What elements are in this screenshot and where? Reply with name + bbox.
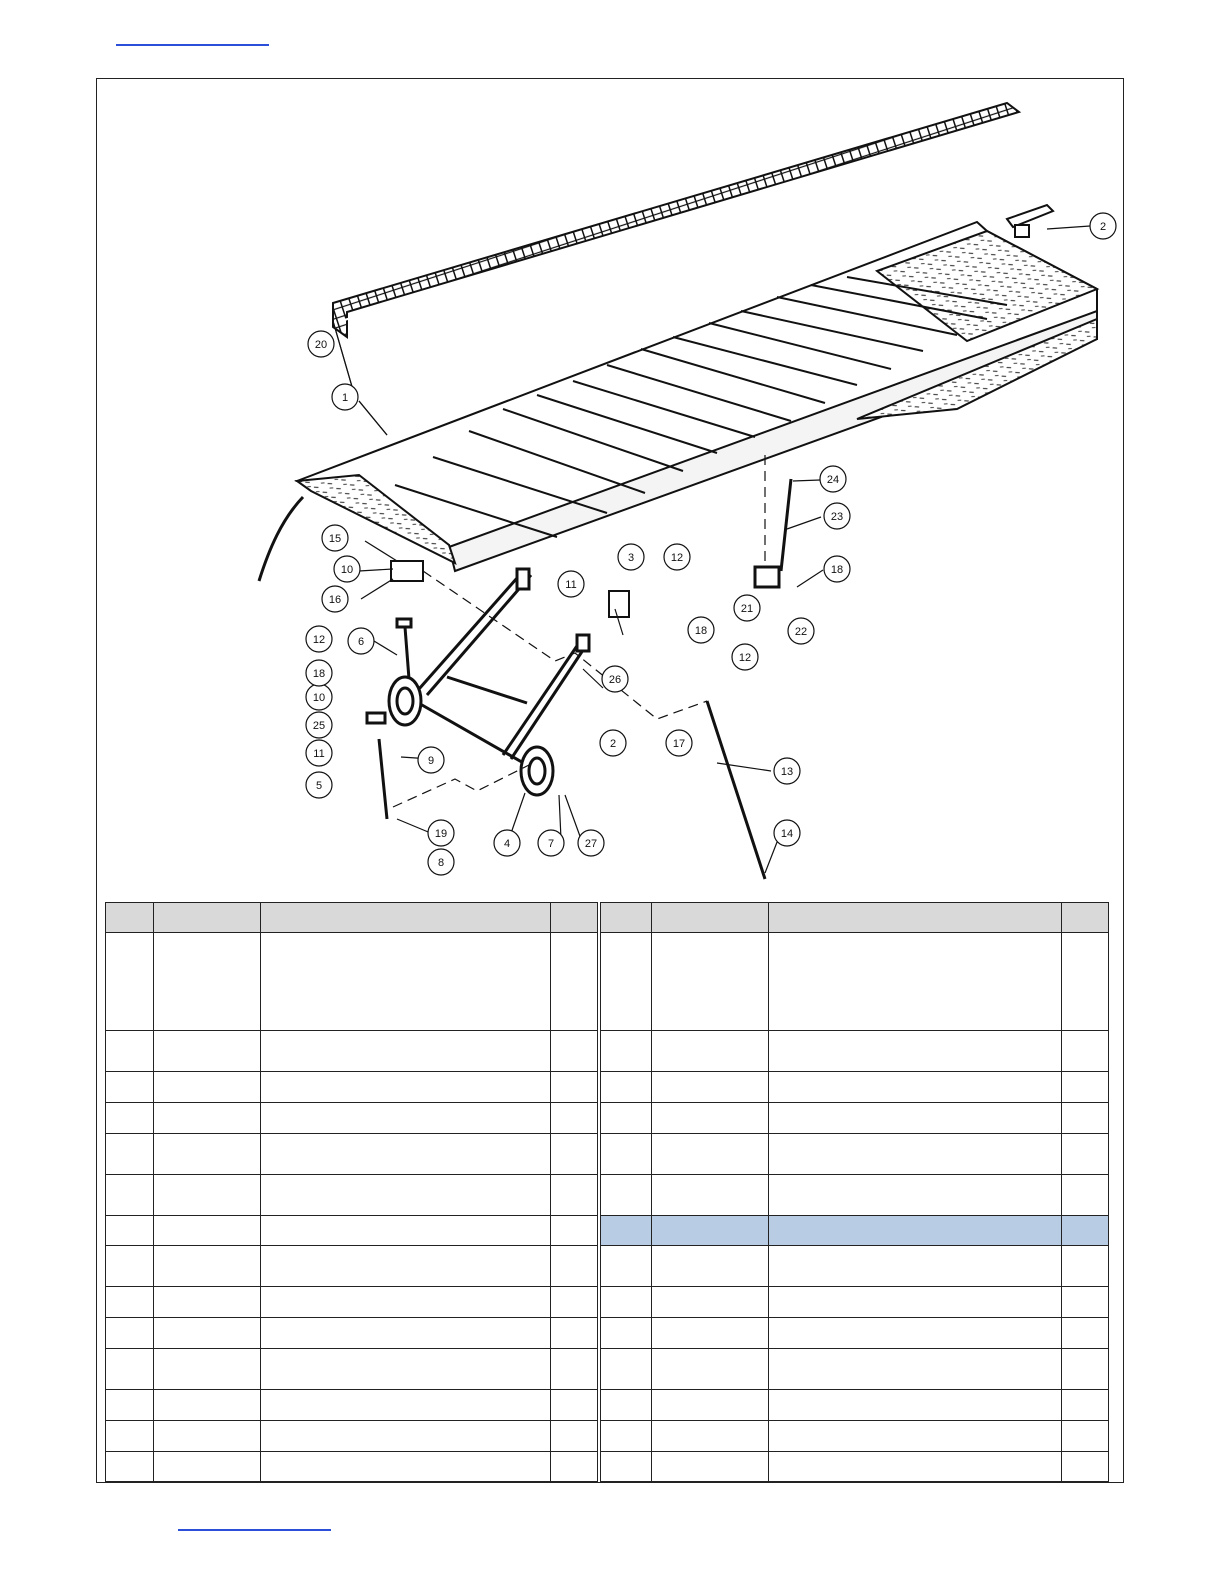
- svg-text:2: 2: [609, 738, 617, 750]
- table-cell: [551, 1390, 598, 1421]
- callout-23: [824, 503, 850, 529]
- svg-text:15: 15: [328, 533, 342, 545]
- svg-text:3: 3: [627, 552, 635, 564]
- table-cell: [551, 1452, 598, 1482]
- table-cell: [260, 1134, 550, 1175]
- svg-text:17: 17: [672, 738, 686, 750]
- table-cell: [153, 1246, 260, 1287]
- right-table-row: [601, 1318, 1109, 1349]
- callout-6: [348, 628, 374, 654]
- table-cell: [260, 1175, 550, 1216]
- table-cell: [768, 1390, 1061, 1421]
- table-cell: [768, 1452, 1061, 1482]
- table-cell: [652, 1175, 769, 1216]
- table-cell: [153, 1349, 260, 1390]
- right-table-row: [601, 1421, 1109, 1452]
- callout-2-hitch: [1090, 213, 1116, 239]
- callout-2: [600, 730, 626, 756]
- svg-text:18: 18: [312, 668, 326, 680]
- table-cell: [153, 1031, 260, 1072]
- table-cell: [106, 933, 154, 1031]
- table-cell: [768, 1216, 1061, 1246]
- callout-19: [428, 820, 454, 846]
- table-cell: [551, 1421, 598, 1452]
- svg-text:6: 6: [357, 636, 365, 648]
- right-table-row: [601, 1452, 1109, 1482]
- table-cell: [652, 1421, 769, 1452]
- right-table-row: [601, 1216, 1109, 1246]
- table-cell: [551, 1246, 598, 1287]
- svg-text:7: 7: [547, 838, 555, 850]
- table-cell: [1061, 1390, 1108, 1421]
- table-cell: [106, 1031, 154, 1072]
- svg-text:2: 2: [1099, 221, 1107, 233]
- callout-10-b: [306, 684, 332, 710]
- callout-22: [788, 618, 814, 644]
- table-cell: [260, 1452, 550, 1482]
- table-cell: [551, 1349, 598, 1390]
- callout-12-c: [732, 644, 758, 670]
- svg-text:25: 25: [312, 720, 326, 732]
- table-cell: [106, 1287, 154, 1318]
- table-cell: [551, 1287, 598, 1318]
- table-cell: [768, 1031, 1061, 1072]
- svg-text:19: 19: [434, 828, 448, 840]
- svg-text:20: 20: [314, 339, 328, 351]
- table-cell: [551, 1216, 598, 1246]
- callout-9: [418, 747, 444, 773]
- table-cell: [153, 903, 260, 933]
- table-cell: [106, 1349, 154, 1390]
- left-table-row: [106, 1175, 598, 1216]
- svg-text:10: 10: [312, 692, 326, 704]
- left-table-row: [106, 1072, 598, 1103]
- table-cell: [652, 1134, 769, 1175]
- callout-11-b: [306, 740, 332, 766]
- svg-text:23: 23: [830, 511, 844, 523]
- table-cell: [601, 1452, 652, 1482]
- table-cell: [1061, 903, 1108, 933]
- right-table-row: [601, 1390, 1109, 1421]
- callout-24: [820, 466, 846, 492]
- svg-text:24: 24: [826, 474, 840, 486]
- table-cell: [106, 1318, 154, 1349]
- table-cell: [260, 1031, 550, 1072]
- callout-13: [774, 758, 800, 784]
- callout-14: [774, 820, 800, 846]
- table-cell: [153, 1175, 260, 1216]
- table-cell: [768, 1349, 1061, 1390]
- callout-1: [332, 384, 358, 410]
- table-cell: [601, 933, 652, 1031]
- table-cell: [551, 1031, 598, 1072]
- table-cell: [1061, 1216, 1108, 1246]
- table-cell: [1061, 1103, 1108, 1134]
- svg-text:11: 11: [313, 748, 325, 760]
- table-cell: [652, 1072, 769, 1103]
- table-cell: [601, 1072, 652, 1103]
- left-table-row: [106, 1216, 598, 1246]
- wheel-left: [389, 677, 421, 725]
- table-cell: [260, 933, 550, 1031]
- callout-11: [558, 571, 584, 597]
- left-table-row: [106, 1134, 598, 1175]
- right-table-row: [601, 1103, 1109, 1134]
- table-cell: [260, 1390, 550, 1421]
- table-cell: [652, 1318, 769, 1349]
- table-cell: [260, 1287, 550, 1318]
- table-cell: [601, 1390, 652, 1421]
- table-cell: [106, 1390, 154, 1421]
- left-table-header-row: [106, 903, 598, 933]
- svg-text:12: 12: [312, 634, 326, 646]
- left-table-row: [106, 1287, 598, 1318]
- callout-25: [306, 712, 332, 738]
- parts-table-right: [600, 902, 1109, 1482]
- right-table-header-row: [601, 903, 1109, 933]
- table-cell: [106, 1134, 154, 1175]
- table-cell: [153, 1421, 260, 1452]
- table-cell: [652, 1390, 769, 1421]
- table-cell: [601, 1349, 652, 1390]
- table-cell: [1061, 1349, 1108, 1390]
- table-cell: [768, 1318, 1061, 1349]
- table-cell: [1061, 933, 1108, 1031]
- callout-16: [322, 586, 348, 612]
- hinge-bracket: [391, 561, 629, 617]
- left-table-row: [106, 1031, 598, 1072]
- table-cell: [153, 1452, 260, 1482]
- parts-table-left: [105, 902, 598, 1482]
- table-cell: [652, 903, 769, 933]
- callout-7: [538, 830, 564, 856]
- table-cell: [652, 1103, 769, 1134]
- table-cell: [153, 1390, 260, 1421]
- table-cell: [153, 1072, 260, 1103]
- table-cell: [551, 1175, 598, 1216]
- table-cell: [652, 1349, 769, 1390]
- tow-bar: [707, 701, 765, 879]
- table-cell: [768, 1072, 1061, 1103]
- table-cell: [601, 1103, 652, 1134]
- svg-text:1: 1: [341, 392, 349, 404]
- left-table-row: [106, 1103, 598, 1134]
- callout-8: [428, 849, 454, 875]
- table-cell: [768, 1246, 1061, 1287]
- table-cell: [260, 1318, 550, 1349]
- svg-text:14: 14: [780, 828, 794, 840]
- header-link-rule[interactable]: [116, 44, 269, 46]
- svg-text:9: 9: [427, 755, 435, 767]
- jack-assembly: [755, 479, 791, 587]
- svg-text:16: 16: [328, 594, 342, 606]
- table-cell: [260, 1216, 550, 1246]
- table-cell: [601, 1216, 652, 1246]
- table-cell: [1061, 1072, 1108, 1103]
- callout-5: [306, 772, 332, 798]
- right-table-row: [601, 1134, 1109, 1175]
- svg-text:18: 18: [830, 564, 844, 576]
- callout-18: [688, 617, 714, 643]
- callout-4: [494, 830, 520, 856]
- table-cell: [551, 933, 598, 1031]
- table-cell: [153, 1216, 260, 1246]
- right-table-row: [601, 1287, 1109, 1318]
- exploded-assembly-drawing: [97, 79, 1123, 899]
- right-table-row: [601, 1349, 1109, 1390]
- table-cell: [652, 1246, 769, 1287]
- table-cell: [260, 1103, 550, 1134]
- left-table-row: [106, 1421, 598, 1452]
- footer-link-rule[interactable]: [178, 1529, 331, 1531]
- table-cell: [106, 1216, 154, 1246]
- table-cell: [260, 1349, 550, 1390]
- table-cell: [768, 1134, 1061, 1175]
- svg-text:12: 12: [738, 652, 752, 664]
- table-cell: [551, 1134, 598, 1175]
- table-cell: [652, 1287, 769, 1318]
- table-cell: [652, 933, 769, 1031]
- table-cell: [260, 1421, 550, 1452]
- table-cell: [601, 1175, 652, 1216]
- table-cell: [153, 1103, 260, 1134]
- table-cell: [1061, 1421, 1108, 1452]
- table-cell: [652, 1031, 769, 1072]
- table-cell: [768, 933, 1061, 1031]
- left-table-row: [106, 1349, 598, 1390]
- ramp-body: [297, 222, 1097, 571]
- table-cell: [260, 903, 550, 933]
- svg-text:22: 22: [794, 626, 808, 638]
- table-cell: [153, 933, 260, 1031]
- right-table-row: [601, 1246, 1109, 1287]
- right-table-row: [601, 1175, 1109, 1216]
- table-cell: [1061, 1246, 1108, 1287]
- table-cell: [260, 1246, 550, 1287]
- table-cell: [1061, 1452, 1108, 1482]
- table-cell: [260, 1072, 550, 1103]
- table-cell: [106, 903, 154, 933]
- table-cell: [551, 903, 598, 933]
- table-cell: [1061, 1134, 1108, 1175]
- table-cell: [601, 1246, 652, 1287]
- table-cell: [1061, 1175, 1108, 1216]
- table-cell: [106, 1103, 154, 1134]
- svg-text:18: 18: [694, 625, 708, 637]
- table-cell: [1061, 1287, 1108, 1318]
- callout-10: [334, 556, 360, 582]
- table-cell: [601, 903, 652, 933]
- callout-17: [666, 730, 692, 756]
- right-table-row: [601, 1072, 1109, 1103]
- svg-text:26: 26: [608, 674, 622, 686]
- table-cell: [768, 1175, 1061, 1216]
- table-cell: [768, 903, 1061, 933]
- left-table-row: [106, 1390, 598, 1421]
- table-cell: [1061, 1031, 1108, 1072]
- left-table-row: [106, 933, 598, 1031]
- svg-text:12: 12: [670, 552, 684, 564]
- svg-text:13: 13: [780, 766, 794, 778]
- callout-12: [664, 544, 690, 570]
- callout-15: [322, 525, 348, 551]
- table-cell: [153, 1134, 260, 1175]
- callout-26: [602, 666, 628, 692]
- callout-12-b: [306, 626, 332, 652]
- table-cell: [106, 1175, 154, 1216]
- svg-text:8: 8: [437, 857, 445, 869]
- table-cell: [106, 1452, 154, 1482]
- left-table-row: [106, 1452, 598, 1482]
- table-cell: [153, 1287, 260, 1318]
- callout-18-c: [824, 556, 850, 582]
- table-cell: [601, 1421, 652, 1452]
- table-cell: [106, 1072, 154, 1103]
- table-cell: [768, 1421, 1061, 1452]
- callout-18-b: [306, 660, 332, 686]
- table-cell: [106, 1421, 154, 1452]
- table-cell: [551, 1072, 598, 1103]
- callout-27: [578, 830, 604, 856]
- callout-3: [618, 544, 644, 570]
- parts-diagram-frame: [96, 78, 1124, 1483]
- table-cell: [768, 1287, 1061, 1318]
- svg-text:21: 21: [740, 603, 754, 615]
- table-cell: [652, 1216, 769, 1246]
- table-cell: [153, 1318, 260, 1349]
- hitch-bracket: [1007, 205, 1053, 237]
- right-table-row: [601, 1031, 1109, 1072]
- table-cell: [106, 1246, 154, 1287]
- svg-text:4: 4: [503, 838, 511, 850]
- svg-text:27: 27: [584, 838, 598, 850]
- table-cell: [601, 1134, 652, 1175]
- table-cell: [551, 1318, 598, 1349]
- callout-21: [734, 595, 760, 621]
- table-cell: [601, 1031, 652, 1072]
- wheel-right: [521, 747, 553, 795]
- left-table-row: [106, 1246, 598, 1287]
- table-cell: [652, 1452, 769, 1482]
- table-cell: [768, 1103, 1061, 1134]
- table-cell: [1061, 1318, 1108, 1349]
- right-table-row: [601, 933, 1109, 1031]
- undercarriage-frame: [415, 569, 589, 765]
- svg-text:11: 11: [565, 579, 577, 591]
- table-cell: [601, 1287, 652, 1318]
- callout-20: [308, 331, 334, 357]
- svg-text:5: 5: [315, 780, 323, 792]
- svg-text:10: 10: [340, 564, 354, 576]
- left-table-row: [106, 1318, 598, 1349]
- table-cell: [551, 1103, 598, 1134]
- table-cell: [601, 1318, 652, 1349]
